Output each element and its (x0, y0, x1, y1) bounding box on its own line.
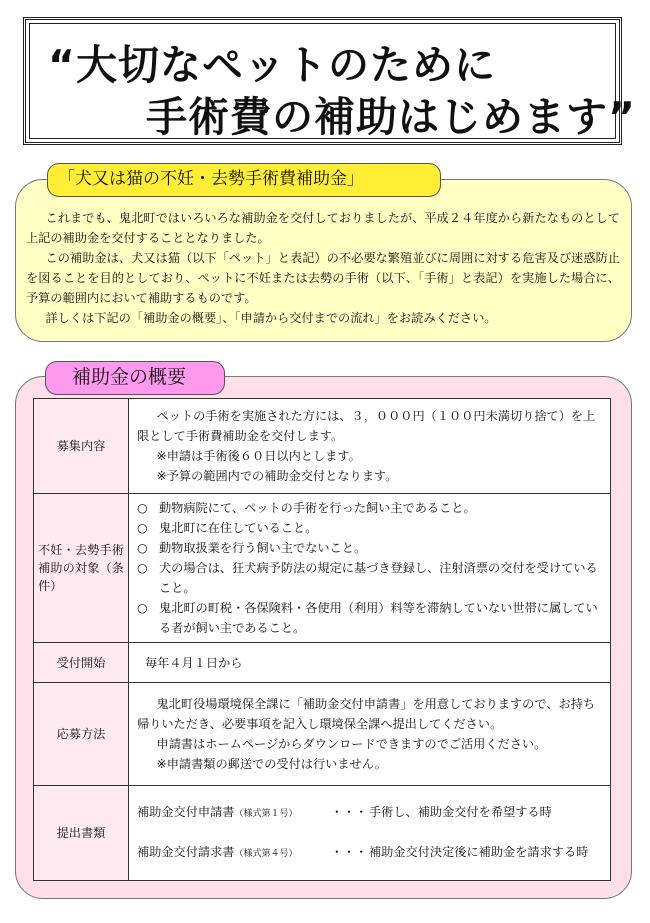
summary-table (33, 398, 611, 881)
cell-eligibility (129, 494, 611, 643)
label-start: 受付開始 (34, 643, 129, 683)
label-eligibility: 不妊・去勢手術補助の対象（条件） (34, 494, 129, 643)
condition-text: 犬の場合は、狂犬病予防法の規定に基づき登録し、注射済票の交付を受けていること。 (159, 561, 598, 595)
condition-text: 鬼北町に在住していること。 (159, 521, 318, 535)
condition-text: 動物病院にて、ペットの手術を行った飼い主であること。 (159, 501, 476, 515)
application-text-1: 鬼北町役場環境保全課に「補助金交付申請書」を用意しておりますので、お持ち帰りいただき、必要事項を記入し環境保全課へ提出してください。 (137, 697, 596, 731)
circle-bullet: ○ (137, 561, 148, 575)
recruitment-text: ペットの手術を実施された方には、３，０００円（１００円未満切り捨て）を上限として手術費補助金を交付します。 (137, 409, 596, 443)
page-title-line1: “大切なペットのために (48, 41, 496, 89)
document-name: 補助金交付申請書（様式第１号） (137, 805, 298, 819)
start-text: 毎年４月１日から (145, 655, 243, 670)
form-number: （様式第４号） (234, 849, 298, 859)
condition-text: 鬼北町の町税・各保険料・各使用（利用）料等を滞納していない世帯に属している者が飼い主であること。 (159, 601, 598, 635)
table-row-eligibility (34, 494, 611, 643)
intro-heading: 「犬又は猫の不妊・去勢手術費補助金」 (47, 163, 441, 197)
document-dots: ・・・ (330, 805, 368, 819)
condition-item (137, 518, 602, 538)
label-documents: 提出書類 (34, 786, 129, 881)
label-application: 応募方法 (34, 683, 129, 786)
application-note: ※申請書類の郵送での受付は行いません。 (156, 757, 387, 771)
title-box (23, 17, 636, 145)
table-row-documents (34, 786, 611, 881)
circle-bullet: ○ (137, 521, 148, 535)
page-title-line2: 手術費の補助はじめます” (146, 93, 636, 141)
summary-heading: 補助金の概要 (45, 361, 225, 395)
circle-bullet: ○ (137, 501, 148, 515)
circle-bullet: ○ (137, 541, 148, 555)
cell-start (129, 643, 611, 683)
intro-paragraph-1: これまでも、鬼北町ではいろいろな補助金を交付しておりましたが、平成２４年度から新たなものとして上記の補助金を交付することとなりました。 (26, 211, 620, 245)
condition-item (137, 558, 602, 598)
condition-item (137, 498, 602, 518)
condition-item (137, 598, 602, 638)
form-number: （様式第１号） (234, 809, 298, 819)
table-row-application (34, 683, 611, 786)
intro-text (26, 208, 620, 328)
cell-documents (129, 786, 611, 881)
document-item (137, 842, 602, 864)
document-desc: 手術し、補助金交付を希望する時 (369, 805, 552, 819)
document-item (137, 802, 602, 824)
recruitment-note-2: ※予算の範囲内での補助金交付となります。 (156, 469, 398, 483)
document-dots: ・・・ (330, 845, 368, 859)
condition-item (137, 538, 602, 558)
application-text-2: 申請書はホームページからダウンロードできますのでご活用ください。 (156, 737, 547, 751)
circle-bullet: ○ (137, 601, 148, 615)
label-recruitment: 募集内容 (34, 399, 129, 494)
table-row-recruitment (34, 399, 611, 494)
recruitment-note-1: ※申請は手術後６０日以内とします。 (156, 449, 361, 463)
cell-application (129, 683, 611, 786)
table-row-start (34, 643, 611, 683)
intro-paragraph-2: この補助金は、犬又は猫（以下「ペット」と表記）の不必要な繁殖並びに周囲に対する危害及び迷惑防止を図ることを目的としており、ペットに不妊または去勢の手術（以下、「手術」と表記）を実施した場合に、予算の範囲内において補助するものです。 (26, 251, 620, 305)
condition-text: 動物取扱業を行う飼い主でないこと。 (159, 541, 367, 555)
document-name: 補助金交付請求書（様式第４号） (137, 845, 298, 859)
intro-paragraph-3: 詳しくは下記の「補助金の概要」、「申請から交付までの流れ」をお読みください。 (45, 311, 497, 325)
cell-recruitment (129, 399, 611, 494)
document-desc: 補助金交付決定後に補助金を請求する時 (369, 845, 589, 859)
